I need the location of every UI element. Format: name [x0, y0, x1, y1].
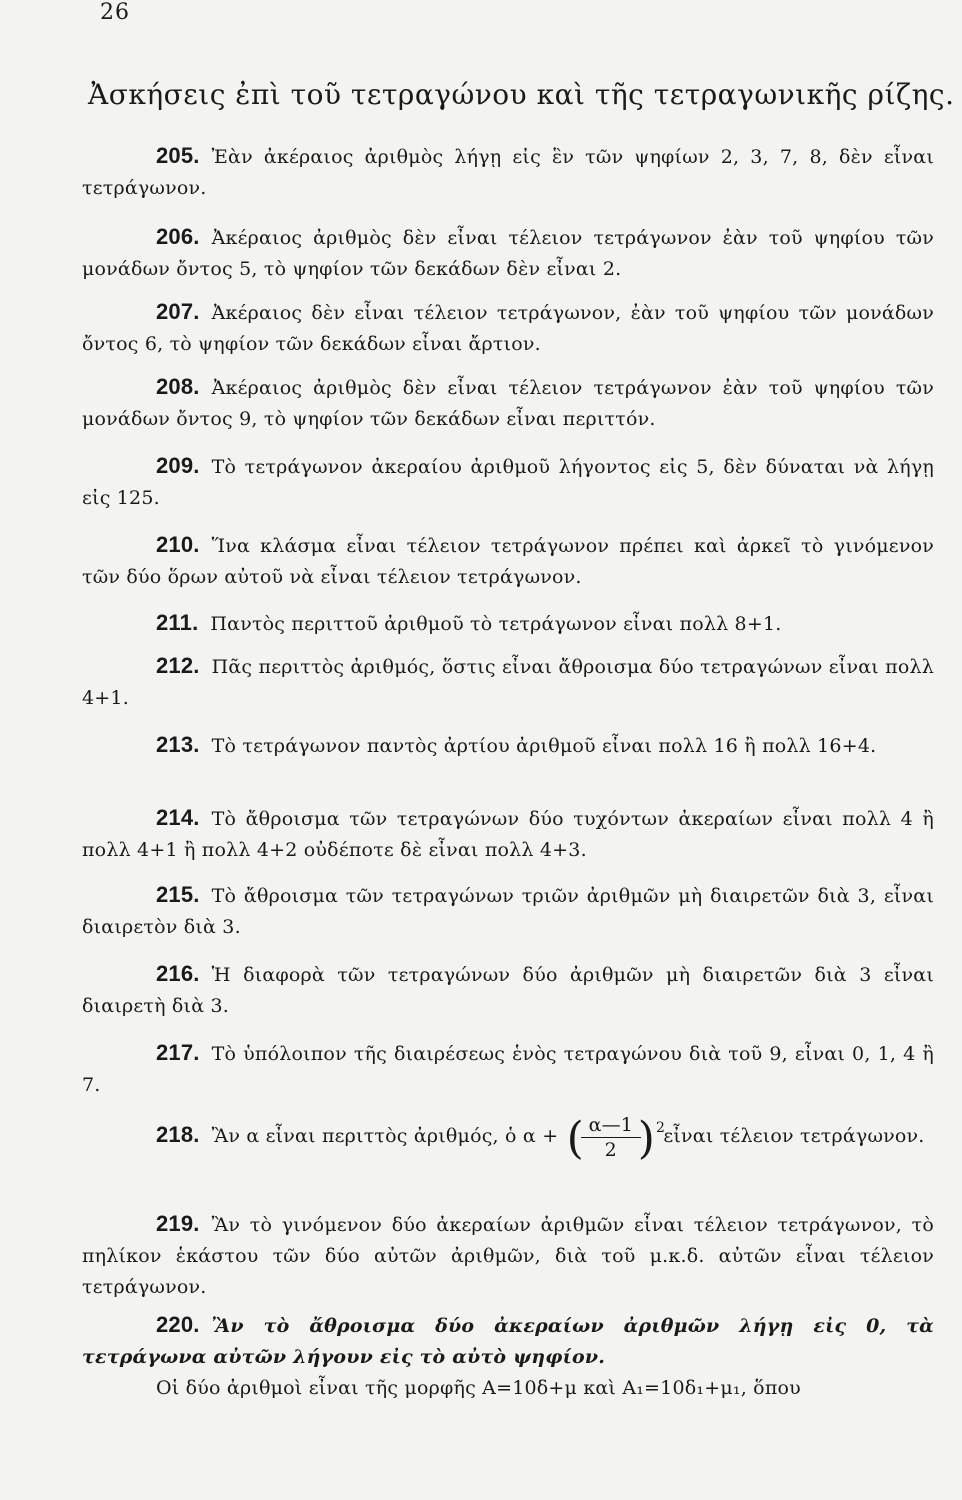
exercise-220	[82, 1309, 934, 1404]
exercise-219	[82, 1208, 934, 1303]
exercise-number: 214.	[156, 805, 200, 830]
fraction-denominator: 2	[604, 1138, 617, 1161]
exercise-number: 216.	[156, 961, 200, 986]
exercise-number: 207.	[156, 299, 200, 324]
exercise-text: Ἐὰν ἀκέραιος ἀριθμὸς λήγῃ εἰς ἓν τῶν ψηφίων 2, 3, 7, 8, δὲν εἶναι τετράγωνον.	[82, 146, 934, 199]
exercise-number: 213.	[156, 732, 200, 757]
exercise-number: 220.	[156, 1312, 200, 1337]
exercise-211	[82, 607, 934, 640]
exercise-number: 210.	[156, 532, 200, 557]
exercise-text: Ἀκέραιος ἀριθμὸς δὲν εἶναι τέλειον τετράγωνον ἐὰν τοῦ ψηφίου τῶν μονάδων ὄντος 5, τὸ ψηφίον τῶν δεκάδων δὲν εἶναι 2.	[82, 227, 934, 280]
exercise-number: 205.	[156, 143, 200, 168]
exercise-number: 212.	[156, 653, 200, 678]
fraction-numerator: α—1	[581, 1113, 642, 1138]
exercise-statement: Ἂν τὸ ἄθροισμα δύο ἀκεραίων ἀριθμῶν λήγῃ εἰς 0, τὰ τετράγωνα αὐτῶν λήγουν εἰς τὸ αὐτὸ ψηφίον.	[82, 1315, 934, 1368]
exercise-216	[82, 958, 934, 1022]
page-number: 26	[100, 0, 130, 25]
exercise-number: 211.	[156, 610, 199, 635]
exercise-205	[82, 140, 934, 204]
exercise-206	[82, 221, 934, 285]
exercise-text: Παντὸς περιττοῦ ἀριθμοῦ τὸ τετράγωνον εἶναι πολλ 8+1.	[210, 613, 782, 635]
exercise-text: Πᾶς περιττὸς ἀριθμός, ὅστις εἶναι ἄθροισμα δύο τετραγώνων εἶναι πολλ 4+1.	[82, 656, 934, 709]
exercise-text-end: εἶναι τέλειον τετράγωνον.	[663, 1125, 925, 1147]
left-paren: (	[566, 1112, 584, 1164]
exercise-210	[82, 529, 934, 593]
exercise-text: Ἀκέραιος δὲν εἶναι τέλειον τετράγωνον, ἐὰν τοῦ ψηφίου τῶν μονάδων ὄντος 6, τὸ ψηφίον τῶν δεκάδων εἶναι ἄρτιον.	[82, 302, 934, 355]
exercise-214	[82, 802, 934, 866]
exponent: 2	[655, 1119, 666, 1136]
exercise-text: Ἂν α εἶναι περιττὸς ἀριθμός, ὁ α +	[211, 1125, 559, 1147]
exercise-number: 219.	[156, 1211, 200, 1236]
exercise-text: Ἡ διαφορὰ τῶν τετραγώνων δύο ἀριθμῶν μὴ διαιρετῶν διὰ 3 εἶναι διαιρετὴ διὰ 3.	[82, 964, 934, 1017]
exercise-212	[82, 650, 934, 714]
exercise-number: 206.	[156, 224, 200, 249]
exercise-215	[82, 879, 934, 943]
exercise-number: 217.	[156, 1040, 200, 1065]
exercise-209	[82, 450, 934, 514]
exercise-213	[82, 729, 934, 762]
exercise-continuation: Οἱ δύο ἀριθμοὶ εἶναι τῆς μορφῆς A=10δ+μ καὶ A₁=10δ₁+μ₁, ὅπου	[156, 1377, 801, 1399]
exercise-text: Τὸ ἄθροισμα τῶν τετραγώνων τριῶν ἀριθμῶν μὴ διαιρετῶν διὰ 3, εἶναι διαιρετὸν διὰ 3.	[82, 885, 934, 938]
exercise-number: 208.	[156, 374, 200, 399]
exercise-218	[82, 1112, 934, 1162]
exercise-217	[82, 1037, 934, 1101]
section-heading: Ἀσκήσεις ἐπὶ τοῦ τετραγώνου καὶ τῆς τετραγωνικῆς ρίζης.	[88, 78, 955, 111]
exercise-text: Τὸ ὑπόλοιπον τῆς διαιρέσεως ἑνὸς τετραγώνου διὰ τοῦ 9, εἶναι 0, 1, 4 ἢ 7.	[82, 1043, 934, 1096]
exercise-text: Ἂν τὸ γινόμενον δύο ἀκεραίων ἀριθμῶν εἶναι τέλειον τετράγωνον, τὸ πηλίκον ἑκάστου τῶν δύο αὐτῶν ἀριθμῶν, διὰ τοῦ μ.κ.δ. αὐτῶν εἶναι τέλειον τετράγωνον.	[82, 1214, 934, 1298]
exercise-number: 218.	[156, 1122, 200, 1147]
exercise-number: 215.	[156, 882, 200, 907]
exercise-text: Τὸ ἄθροισμα τῶν τετραγώνων δύο τυχόντων ἀκεραίων εἶναι πολλ 4 ἢ πολλ 4+1 ἢ πολλ 4+2 οὐδέποτε δὲ εἶναι πολλ 4+3.	[82, 808, 934, 861]
exercise-text: Ἵνα κλάσμα εἶναι τέλειον τετράγωνον πρέπει καὶ ἀρκεῖ τὸ γινόμενον τῶν δύο ὅρων αὐτοῦ νὰ εἶναι τέλειον τετράγωνον.	[82, 535, 934, 588]
exercise-text: Ἀκέραιος ἀριθμὸς δὲν εἶναι τέλειον τετράγωνον ἐὰν τοῦ ψηφίου τῶν μονάδων ὄντος 9, τὸ ψηφίον τῶν δεκάδων εἶναι περιττόν.	[82, 377, 934, 430]
exercise-207	[82, 296, 934, 360]
exercise-text: Τὸ τετράγωνον παντὸς ἀρτίου ἀριθμοῦ εἶναι πολλ 16 ἢ πολλ 16+4.	[211, 735, 877, 757]
right-paren: )	[637, 1112, 656, 1164]
exercise-text: Τὸ τετράγωνον ἀκεραίου ἀριθμοῦ λήγοντος εἰς 5, δὲν δύναται νὰ λήγῃ εἰς 125.	[82, 456, 934, 509]
exercise-number: 209.	[156, 453, 200, 478]
exercise-208	[82, 371, 934, 435]
fraction-expression	[566, 1112, 666, 1164]
